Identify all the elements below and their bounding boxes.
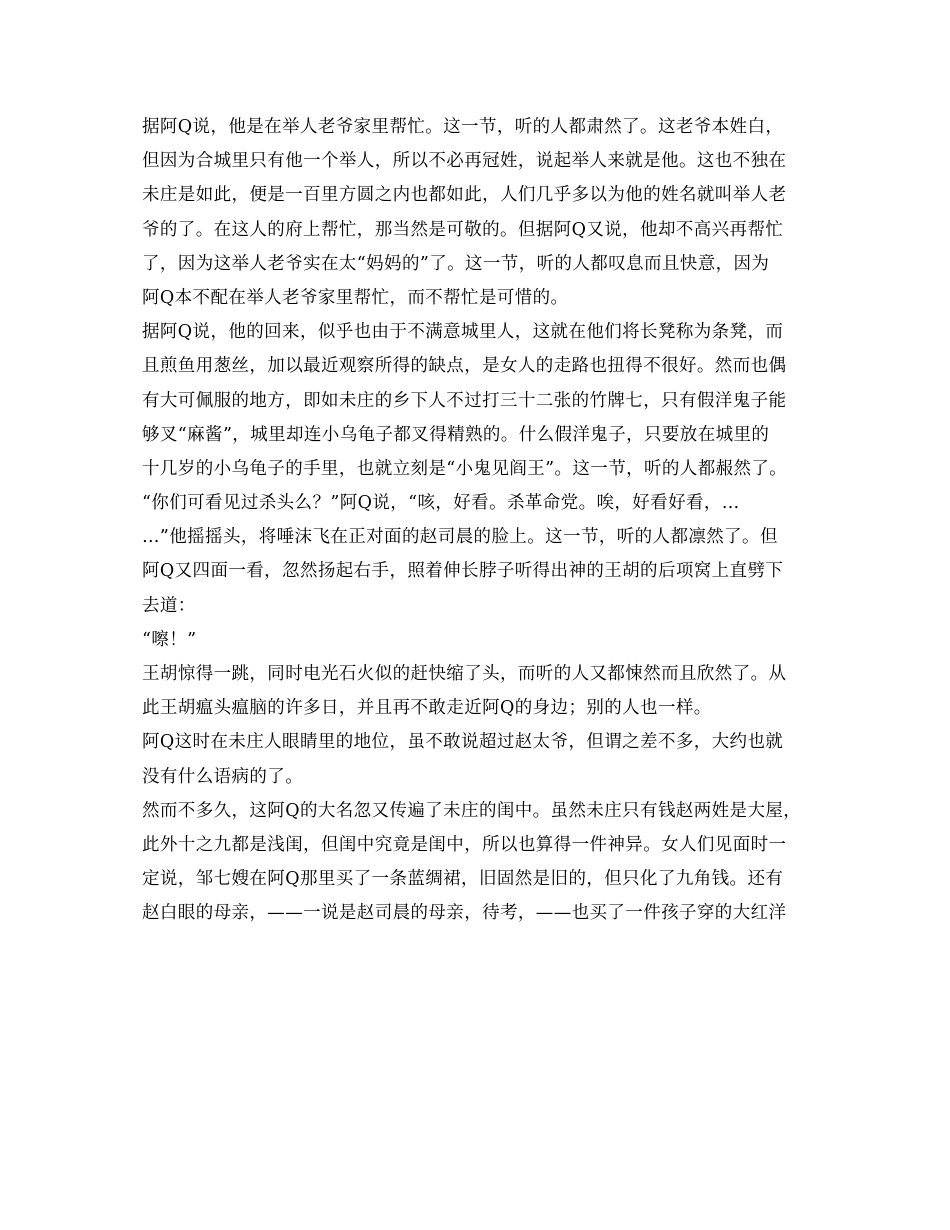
text-line: 此外十之九都是浅闺，但闺中究竟是闺中，所以也算得一件神异。女人们见面时一	[142, 834, 787, 855]
text-line: 阿Q本不配在举人老爷家里帮忙，而不帮忙是可惜的。	[142, 287, 569, 308]
text-line: 阿Q又四面一看，忽然扬起右手，照着伸长脖子听得出神的王胡的后项窝上直劈下	[142, 561, 784, 582]
text-line: 且煎鱼用葱丝，加以最近观察所得的缺点，是女人的走路也扭得不很好。然而也偶	[142, 356, 787, 377]
text-line: 了，因为这举人老爷实在太“妈妈的”了。这一节，听的人都叹息而且快意，因为	[142, 253, 770, 274]
text-line: 爷的了。在这人的府上帮忙，那当然是可敬的。但据阿Q又说，他却不高兴再帮忙	[142, 219, 784, 240]
text-line: …”他摇摇头，将唾沫飞在正对面的赵司晨的脸上。这一节，听的人都凛然了。但	[142, 527, 778, 548]
text-line: 然而不多久，这阿Q的大名忽又传遍了未庄的闺中。虽然未庄只有钱赵两姓是大屋，	[142, 800, 802, 821]
text-line: 未庄是如此，便是一百里方圆之内也都如此，人们几乎多以为他的姓名就叫举人老	[142, 185, 787, 206]
text-line: 但因为合城里只有他一个举人，所以不必再冠姓，说起举人来就是他。这也不独在	[142, 151, 787, 172]
text-line: 此王胡瘟头瘟脑的许多日，并且再不敢走近阿Q的身边；别的人也一样。	[142, 698, 712, 719]
text-line: “你们可看见过杀头么？”阿Q说，“咳，好看。杀革命党。唉，好看好看，…	[142, 493, 740, 514]
document-text-body	[142, 110, 822, 931]
text-line: 定说，邹七嫂在阿Q那里买了一条蓝绸裙，旧固然是旧的，但只化了九角钱。还有	[142, 869, 784, 890]
text-line: 够叉“麻酱”，城里却连小乌龟子都叉得精熟的。什么假洋鬼子，只要放在城里的	[142, 424, 770, 445]
text-line: 王胡惊得一跳，同时电光石火似的赶快缩了头，而听的人又都悚然而且欣然了。从	[142, 664, 787, 684]
text-line: 据阿Q说，他是在举人老爷家里帮忙。这一节，听的人都肃然了。这老爷本姓白，	[142, 117, 784, 137]
text-line: 十几岁的小乌龟子的手里，也就立刻是“小鬼见阎王”。这一节，听的人都赧然了。	[142, 458, 788, 479]
text-line: 赵白眼的母亲，——一说是赵司晨的母亲，待考，——也买了一件孩子穿的大红洋	[142, 903, 787, 924]
text-line: 有大可佩服的地方，即如未庄的乡下人不过打三十二张的竹牌七，只有假洋鬼子能	[142, 390, 787, 411]
text-line: 没有什么语病的了。	[142, 766, 304, 787]
text-line: 去道：	[142, 595, 196, 616]
text-line: 据阿Q说，他的回来，似乎也由于不满意城里人，这就在他们将长凳称为条凳，而	[142, 322, 784, 343]
text-line: 阿Q这时在未庄人眼睛里的地位，虽不敢说超过赵太爷，但谓之差不多，大约也就	[142, 732, 784, 753]
text-line: “嚓！”	[142, 629, 197, 650]
